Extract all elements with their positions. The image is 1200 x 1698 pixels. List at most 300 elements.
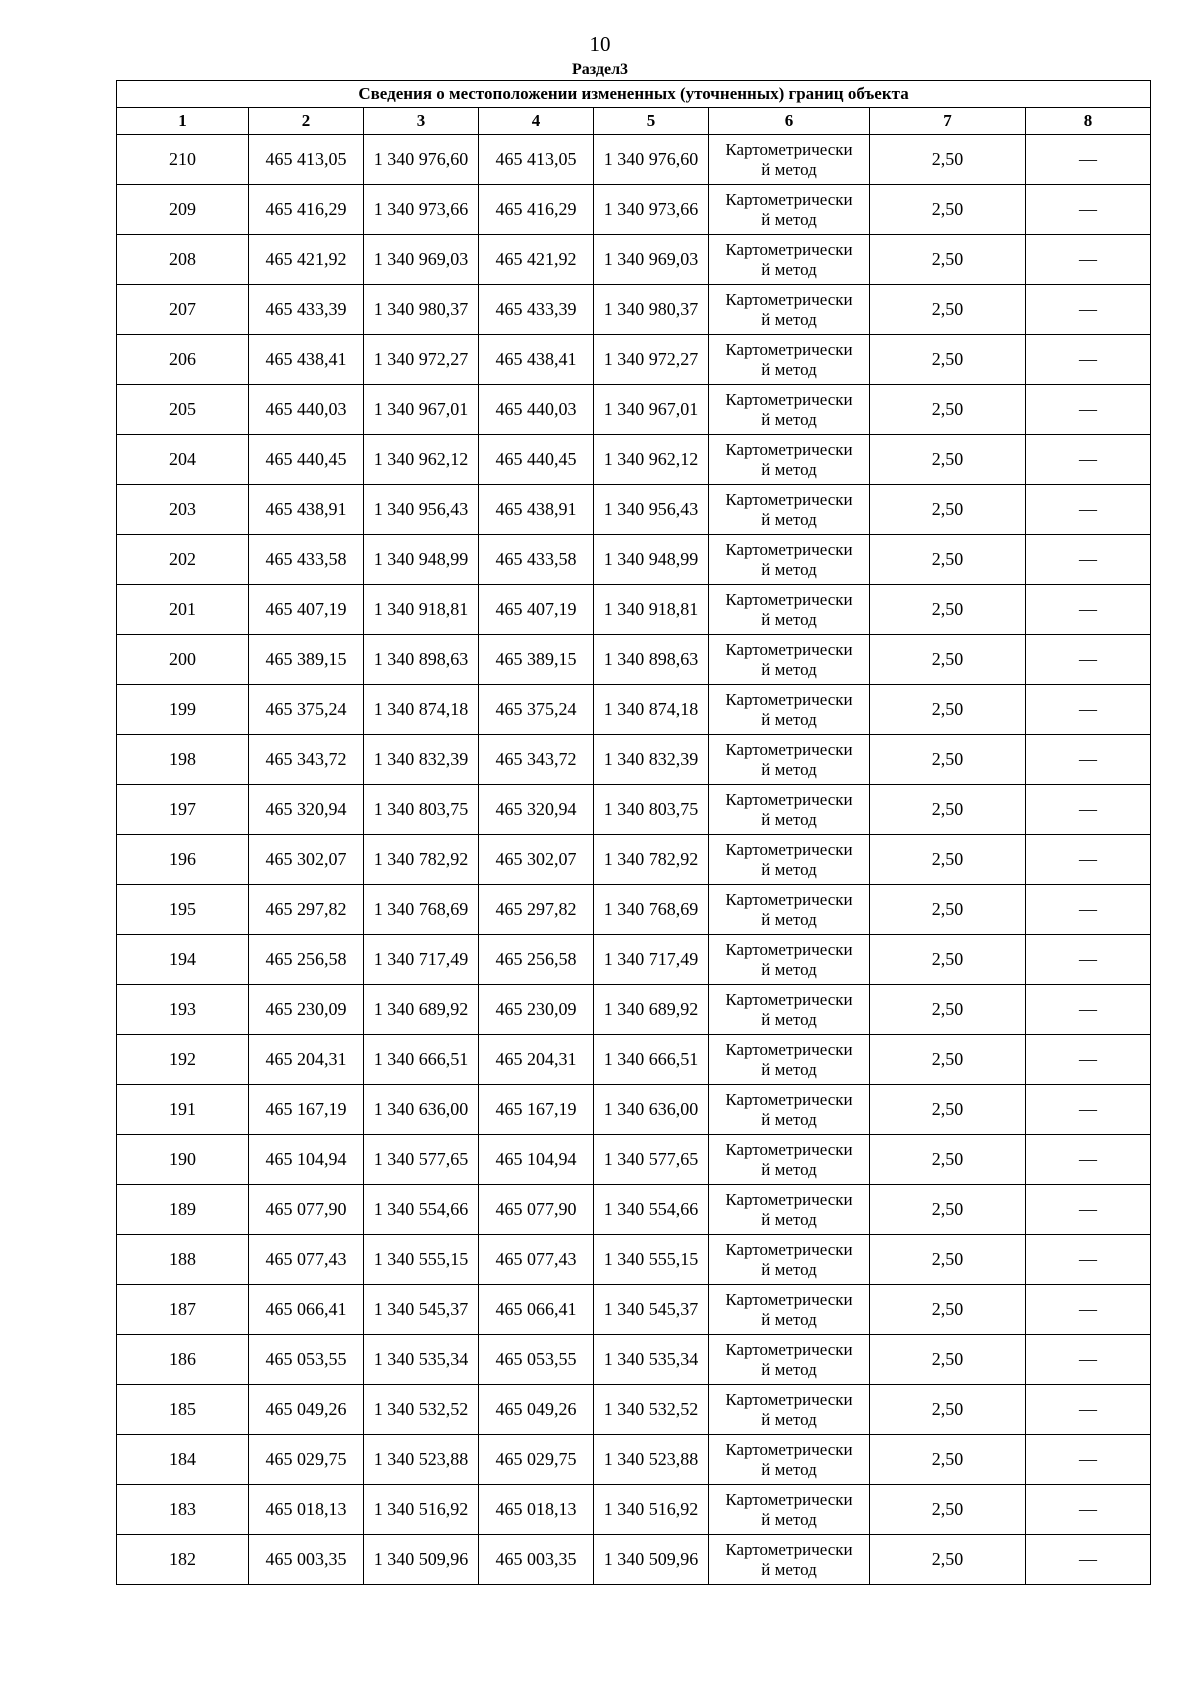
column-number: 4 [479,108,594,135]
note-cell: — [1026,1085,1151,1135]
y-refined-cell: 1 340 717,49 [594,935,709,985]
point-number-cell: 203 [117,485,249,535]
y-refined-cell: 1 340 535,34 [594,1335,709,1385]
x-refined-cell: 465 003,35 [479,1535,594,1585]
precision-cell: 2,50 [870,1535,1026,1585]
x-existing-cell: 465 440,45 [249,435,364,485]
method-cell [709,1185,870,1235]
method-line-2: й метод [761,259,817,279]
point-number-cell: 201 [117,585,249,635]
note-cell: — [1026,1135,1151,1185]
note-cell: — [1026,1185,1151,1235]
note-cell: — [1026,1535,1151,1585]
y-existing-cell: 1 340 832,39 [364,735,479,785]
table-row [117,235,1151,285]
precision-cell: 2,50 [870,635,1026,685]
y-existing-cell: 1 340 717,49 [364,935,479,985]
y-refined-cell: 1 340 962,12 [594,435,709,485]
y-existing-cell: 1 340 948,99 [364,535,479,585]
note-cell: — [1026,1285,1151,1335]
table-row [117,1235,1151,1285]
method-line-2: й метод [761,1259,817,1279]
note-cell: — [1026,785,1151,835]
precision-cell: 2,50 [870,435,1026,485]
y-refined-cell: 1 340 523,88 [594,1435,709,1485]
coordinates-table [116,80,1151,1585]
method-cell [709,135,870,185]
method-line-1: Картометрически [725,1289,853,1309]
y-existing-cell: 1 340 972,27 [364,335,479,385]
point-number-cell: 193 [117,985,249,1035]
point-number-cell: 185 [117,1385,249,1435]
x-existing-cell: 465 297,82 [249,885,364,935]
x-existing-cell: 465 077,90 [249,1185,364,1235]
method-cell [709,635,870,685]
method-cell [709,935,870,985]
table-row [117,685,1151,735]
note-cell: — [1026,385,1151,435]
point-number-cell: 197 [117,785,249,835]
method-line-1: Картометрически [725,189,853,209]
method-line-1: Картометрически [725,239,853,259]
method-cell [709,835,870,885]
y-refined-cell: 1 340 636,00 [594,1085,709,1135]
precision-cell: 2,50 [870,185,1026,235]
y-refined-cell: 1 340 832,39 [594,735,709,785]
y-existing-cell: 1 340 516,92 [364,1485,479,1535]
y-refined-cell: 1 340 898,63 [594,635,709,685]
y-refined-cell: 1 340 967,01 [594,385,709,435]
point-number-cell: 195 [117,885,249,935]
table-caption-row [117,81,1151,108]
y-refined-cell: 1 340 555,15 [594,1235,709,1285]
table-row [117,585,1151,635]
note-cell: — [1026,235,1151,285]
precision-cell: 2,50 [870,1085,1026,1135]
x-refined-cell: 465 389,15 [479,635,594,685]
method-cell [709,735,870,785]
table-row [117,435,1151,485]
x-existing-cell: 465 438,41 [249,335,364,385]
method-line-2: й метод [761,1209,817,1229]
y-refined-cell: 1 340 803,75 [594,785,709,835]
method-line-2: й метод [761,1059,817,1079]
table-row [117,185,1151,235]
method-line-1: Картометрически [725,489,853,509]
x-refined-cell: 465 204,31 [479,1035,594,1085]
table-row [117,1135,1151,1185]
x-existing-cell: 465 256,58 [249,935,364,985]
x-existing-cell: 465 375,24 [249,685,364,735]
note-cell: — [1026,1385,1151,1435]
method-line-2: й метод [761,1409,817,1429]
x-existing-cell: 465 320,94 [249,785,364,835]
x-existing-cell: 465 104,94 [249,1135,364,1185]
y-refined-cell: 1 340 874,18 [594,685,709,735]
x-existing-cell: 465 421,92 [249,235,364,285]
y-refined-cell: 1 340 972,27 [594,335,709,385]
point-number-cell: 183 [117,1485,249,1535]
method-line-1: Картометрически [725,1089,853,1109]
point-number-cell: 188 [117,1235,249,1285]
y-existing-cell: 1 340 535,34 [364,1335,479,1385]
method-cell [709,1535,870,1585]
y-refined-cell: 1 340 666,51 [594,1035,709,1085]
table-row [117,835,1151,885]
y-existing-cell: 1 340 898,63 [364,635,479,685]
column-number: 7 [870,108,1026,135]
y-refined-cell: 1 340 918,81 [594,585,709,635]
x-existing-cell: 465 440,03 [249,385,364,435]
y-refined-cell: 1 340 554,66 [594,1185,709,1235]
note-cell: — [1026,485,1151,535]
y-existing-cell: 1 340 523,88 [364,1435,479,1485]
method-line-2: й метод [761,1009,817,1029]
method-line-2: й метод [761,559,817,579]
note-cell: — [1026,585,1151,635]
y-existing-cell: 1 340 956,43 [364,485,479,535]
y-existing-cell: 1 340 973,66 [364,185,479,235]
method-line-1: Картометрически [725,989,853,1009]
method-line-1: Картометрически [725,739,853,759]
y-refined-cell: 1 340 532,52 [594,1385,709,1435]
method-cell [709,1085,870,1135]
precision-cell: 2,50 [870,335,1026,385]
x-refined-cell: 465 066,41 [479,1285,594,1335]
method-line-1: Картометрически [725,939,853,959]
table-row [117,535,1151,585]
method-line-1: Картометрически [725,1339,853,1359]
x-existing-cell: 465 066,41 [249,1285,364,1335]
precision-cell: 2,50 [870,735,1026,785]
table-row [117,135,1151,185]
x-refined-cell: 465 433,58 [479,535,594,585]
method-line-1: Картометрически [725,1439,853,1459]
note-cell: — [1026,135,1151,185]
method-line-1: Картометрически [725,789,853,809]
point-number-cell: 202 [117,535,249,585]
y-refined-cell: 1 340 689,92 [594,985,709,1035]
y-existing-cell: 1 340 768,69 [364,885,479,935]
note-cell: — [1026,835,1151,885]
x-existing-cell: 465 389,15 [249,635,364,685]
table-row [117,1385,1151,1435]
column-number-row [117,108,1151,135]
x-refined-cell: 465 440,03 [479,385,594,435]
method-line-2: й метод [761,609,817,629]
method-cell [709,335,870,385]
x-refined-cell: 465 077,43 [479,1235,594,1285]
precision-cell: 2,50 [870,1185,1026,1235]
x-refined-cell: 465 302,07 [479,835,594,885]
table-row [117,1285,1151,1335]
note-cell: — [1026,885,1151,935]
x-refined-cell: 465 297,82 [479,885,594,935]
precision-cell: 2,50 [870,985,1026,1035]
y-refined-cell: 1 340 948,99 [594,535,709,585]
method-line-2: й метод [761,759,817,779]
method-line-2: й метод [761,409,817,429]
method-cell [709,535,870,585]
x-existing-cell: 465 204,31 [249,1035,364,1085]
x-refined-cell: 465 416,29 [479,185,594,235]
x-refined-cell: 465 053,55 [479,1335,594,1385]
x-refined-cell: 465 438,41 [479,335,594,385]
precision-cell: 2,50 [870,1485,1026,1535]
note-cell: — [1026,335,1151,385]
note-cell: — [1026,985,1151,1035]
column-number: 3 [364,108,479,135]
x-refined-cell: 465 104,94 [479,1135,594,1185]
x-refined-cell: 465 413,05 [479,135,594,185]
method-cell [709,1285,870,1335]
table-row [117,1185,1151,1235]
note-cell: — [1026,535,1151,585]
precision-cell: 2,50 [870,585,1026,635]
table-row [117,1035,1151,1085]
precision-cell: 2,50 [870,485,1026,535]
y-existing-cell: 1 340 874,18 [364,685,479,735]
note-cell: — [1026,435,1151,485]
precision-cell: 2,50 [870,1385,1026,1435]
y-refined-cell: 1 340 782,92 [594,835,709,885]
method-line-1: Картометрически [725,689,853,709]
x-refined-cell: 465 343,72 [479,735,594,785]
x-existing-cell: 465 433,39 [249,285,364,335]
x-existing-cell: 465 230,09 [249,985,364,1035]
precision-cell: 2,50 [870,235,1026,285]
method-line-1: Картометрически [725,339,853,359]
point-number-cell: 182 [117,1535,249,1585]
method-line-2: й метод [761,1109,817,1129]
y-existing-cell: 1 340 967,01 [364,385,479,435]
point-number-cell: 207 [117,285,249,335]
x-existing-cell: 465 077,43 [249,1235,364,1285]
point-number-cell: 205 [117,385,249,435]
precision-cell: 2,50 [870,785,1026,835]
method-line-1: Картометрически [725,139,853,159]
method-line-1: Картометрически [725,539,853,559]
page-number: 10 [589,32,611,56]
method-line-1: Картометрически [725,889,853,909]
y-refined-cell: 1 340 545,37 [594,1285,709,1335]
point-number-cell: 184 [117,1435,249,1485]
method-cell [709,1235,870,1285]
point-number-cell: 191 [117,1085,249,1135]
method-line-2: й метод [761,659,817,679]
table-row [117,1535,1151,1585]
table-row [117,1085,1151,1135]
method-line-1: Картометрически [725,1239,853,1259]
x-refined-cell: 465 029,75 [479,1435,594,1485]
precision-cell: 2,50 [870,885,1026,935]
x-existing-cell: 465 053,55 [249,1335,364,1385]
x-refined-cell: 465 433,39 [479,285,594,335]
y-existing-cell: 1 340 532,52 [364,1385,479,1435]
note-cell: — [1026,685,1151,735]
method-cell [709,1485,870,1535]
method-cell [709,785,870,835]
x-refined-cell: 465 230,09 [479,985,594,1035]
method-line-2: й метод [761,959,817,979]
y-existing-cell: 1 340 666,51 [364,1035,479,1085]
method-line-1: Картометрически [725,389,853,409]
x-refined-cell: 465 375,24 [479,685,594,735]
method-cell [709,885,870,935]
point-number-cell: 186 [117,1335,249,1385]
point-number-cell: 199 [117,685,249,735]
y-existing-cell: 1 340 509,96 [364,1535,479,1585]
table-row [117,935,1151,985]
method-line-2: й метод [761,1159,817,1179]
y-existing-cell: 1 340 636,00 [364,1085,479,1135]
method-cell [709,1035,870,1085]
precision-cell: 2,50 [870,935,1026,985]
point-number-cell: 187 [117,1285,249,1335]
precision-cell: 2,50 [870,285,1026,335]
method-cell [709,385,870,435]
y-refined-cell: 1 340 956,43 [594,485,709,535]
x-existing-cell: 465 049,26 [249,1385,364,1435]
x-refined-cell: 465 256,58 [479,935,594,985]
method-line-2: й метод [761,709,817,729]
method-line-2: й метод [761,1359,817,1379]
method-cell [709,1385,870,1435]
table-row [117,385,1151,435]
table-row [117,485,1151,535]
x-existing-cell: 465 407,19 [249,585,364,635]
method-line-2: й метод [761,459,817,479]
y-existing-cell: 1 340 918,81 [364,585,479,635]
method-cell [709,1435,870,1485]
method-line-1: Картометрически [725,439,853,459]
x-existing-cell: 465 413,05 [249,135,364,185]
method-line-2: й метод [761,509,817,529]
x-existing-cell: 465 343,72 [249,735,364,785]
table-row [117,1435,1151,1485]
y-existing-cell: 1 340 803,75 [364,785,479,835]
method-line-2: й метод [761,1559,817,1579]
note-cell: — [1026,285,1151,335]
x-refined-cell: 465 167,19 [479,1085,594,1135]
x-refined-cell: 465 438,91 [479,485,594,535]
y-refined-cell: 1 340 969,03 [594,235,709,285]
method-line-1: Картометрически [725,839,853,859]
table-row [117,1335,1151,1385]
point-number-cell: 192 [117,1035,249,1085]
x-existing-cell: 465 416,29 [249,185,364,235]
column-number: 1 [117,108,249,135]
note-cell: — [1026,635,1151,685]
y-existing-cell: 1 340 689,92 [364,985,479,1035]
y-existing-cell: 1 340 555,15 [364,1235,479,1285]
method-cell [709,985,870,1035]
y-existing-cell: 1 340 554,66 [364,1185,479,1235]
precision-cell: 2,50 [870,135,1026,185]
method-line-2: й метод [761,809,817,829]
method-line-1: Картометрически [725,1039,853,1059]
y-refined-cell: 1 340 976,60 [594,135,709,185]
note-cell: — [1026,1235,1151,1285]
table-row [117,1485,1151,1535]
precision-cell: 2,50 [870,385,1026,435]
method-cell [709,435,870,485]
method-line-2: й метод [761,909,817,929]
note-cell: — [1026,735,1151,785]
x-existing-cell: 465 018,13 [249,1485,364,1535]
point-number-cell: 194 [117,935,249,985]
y-refined-cell: 1 340 980,37 [594,285,709,335]
method-line-1: Картометрически [725,289,853,309]
precision-cell: 2,50 [870,1285,1026,1335]
table-caption: Сведения о местоположении измененных (уточненных) границ объекта [117,81,1151,108]
table-row [117,985,1151,1035]
note-cell: — [1026,1035,1151,1085]
x-refined-cell: 465 440,45 [479,435,594,485]
point-number-cell: 210 [117,135,249,185]
point-number-cell: 209 [117,185,249,235]
method-line-2: й метод [761,359,817,379]
method-cell [709,485,870,535]
x-existing-cell: 465 433,58 [249,535,364,585]
x-refined-cell: 465 407,19 [479,585,594,635]
precision-cell: 2,50 [870,1035,1026,1085]
precision-cell: 2,50 [870,1135,1026,1185]
column-number: 5 [594,108,709,135]
column-number: 6 [709,108,870,135]
method-line-1: Картометрически [725,1189,853,1209]
method-cell [709,235,870,285]
y-existing-cell: 1 340 962,12 [364,435,479,485]
y-refined-cell: 1 340 516,92 [594,1485,709,1535]
point-number-cell: 189 [117,1185,249,1235]
point-number-cell: 190 [117,1135,249,1185]
x-refined-cell: 465 320,94 [479,785,594,835]
precision-cell: 2,50 [870,1435,1026,1485]
method-line-1: Картометрически [725,1139,853,1159]
y-existing-cell: 1 340 969,03 [364,235,479,285]
x-existing-cell: 465 003,35 [249,1535,364,1585]
note-cell: — [1026,1485,1151,1535]
method-line-2: й метод [761,309,817,329]
method-line-1: Картометрически [725,639,853,659]
method-line-1: Картометрически [725,589,853,609]
method-line-2: й метод [761,209,817,229]
method-line-1: Картометрически [725,1489,853,1509]
table-row [117,785,1151,835]
method-cell [709,185,870,235]
precision-cell: 2,50 [870,835,1026,885]
note-cell: — [1026,1435,1151,1485]
point-number-cell: 200 [117,635,249,685]
note-cell: — [1026,185,1151,235]
x-existing-cell: 465 302,07 [249,835,364,885]
point-number-cell: 206 [117,335,249,385]
x-refined-cell: 465 018,13 [479,1485,594,1535]
y-existing-cell: 1 340 980,37 [364,285,479,335]
y-refined-cell: 1 340 768,69 [594,885,709,935]
table-row [117,285,1151,335]
method-line-2: й метод [761,1459,817,1479]
table-row [117,635,1151,685]
y-existing-cell: 1 340 545,37 [364,1285,479,1335]
precision-cell: 2,50 [870,685,1026,735]
x-refined-cell: 465 077,90 [479,1185,594,1235]
table-row [117,335,1151,385]
y-existing-cell: 1 340 577,65 [364,1135,479,1185]
point-number-cell: 204 [117,435,249,485]
table-row [117,885,1151,935]
